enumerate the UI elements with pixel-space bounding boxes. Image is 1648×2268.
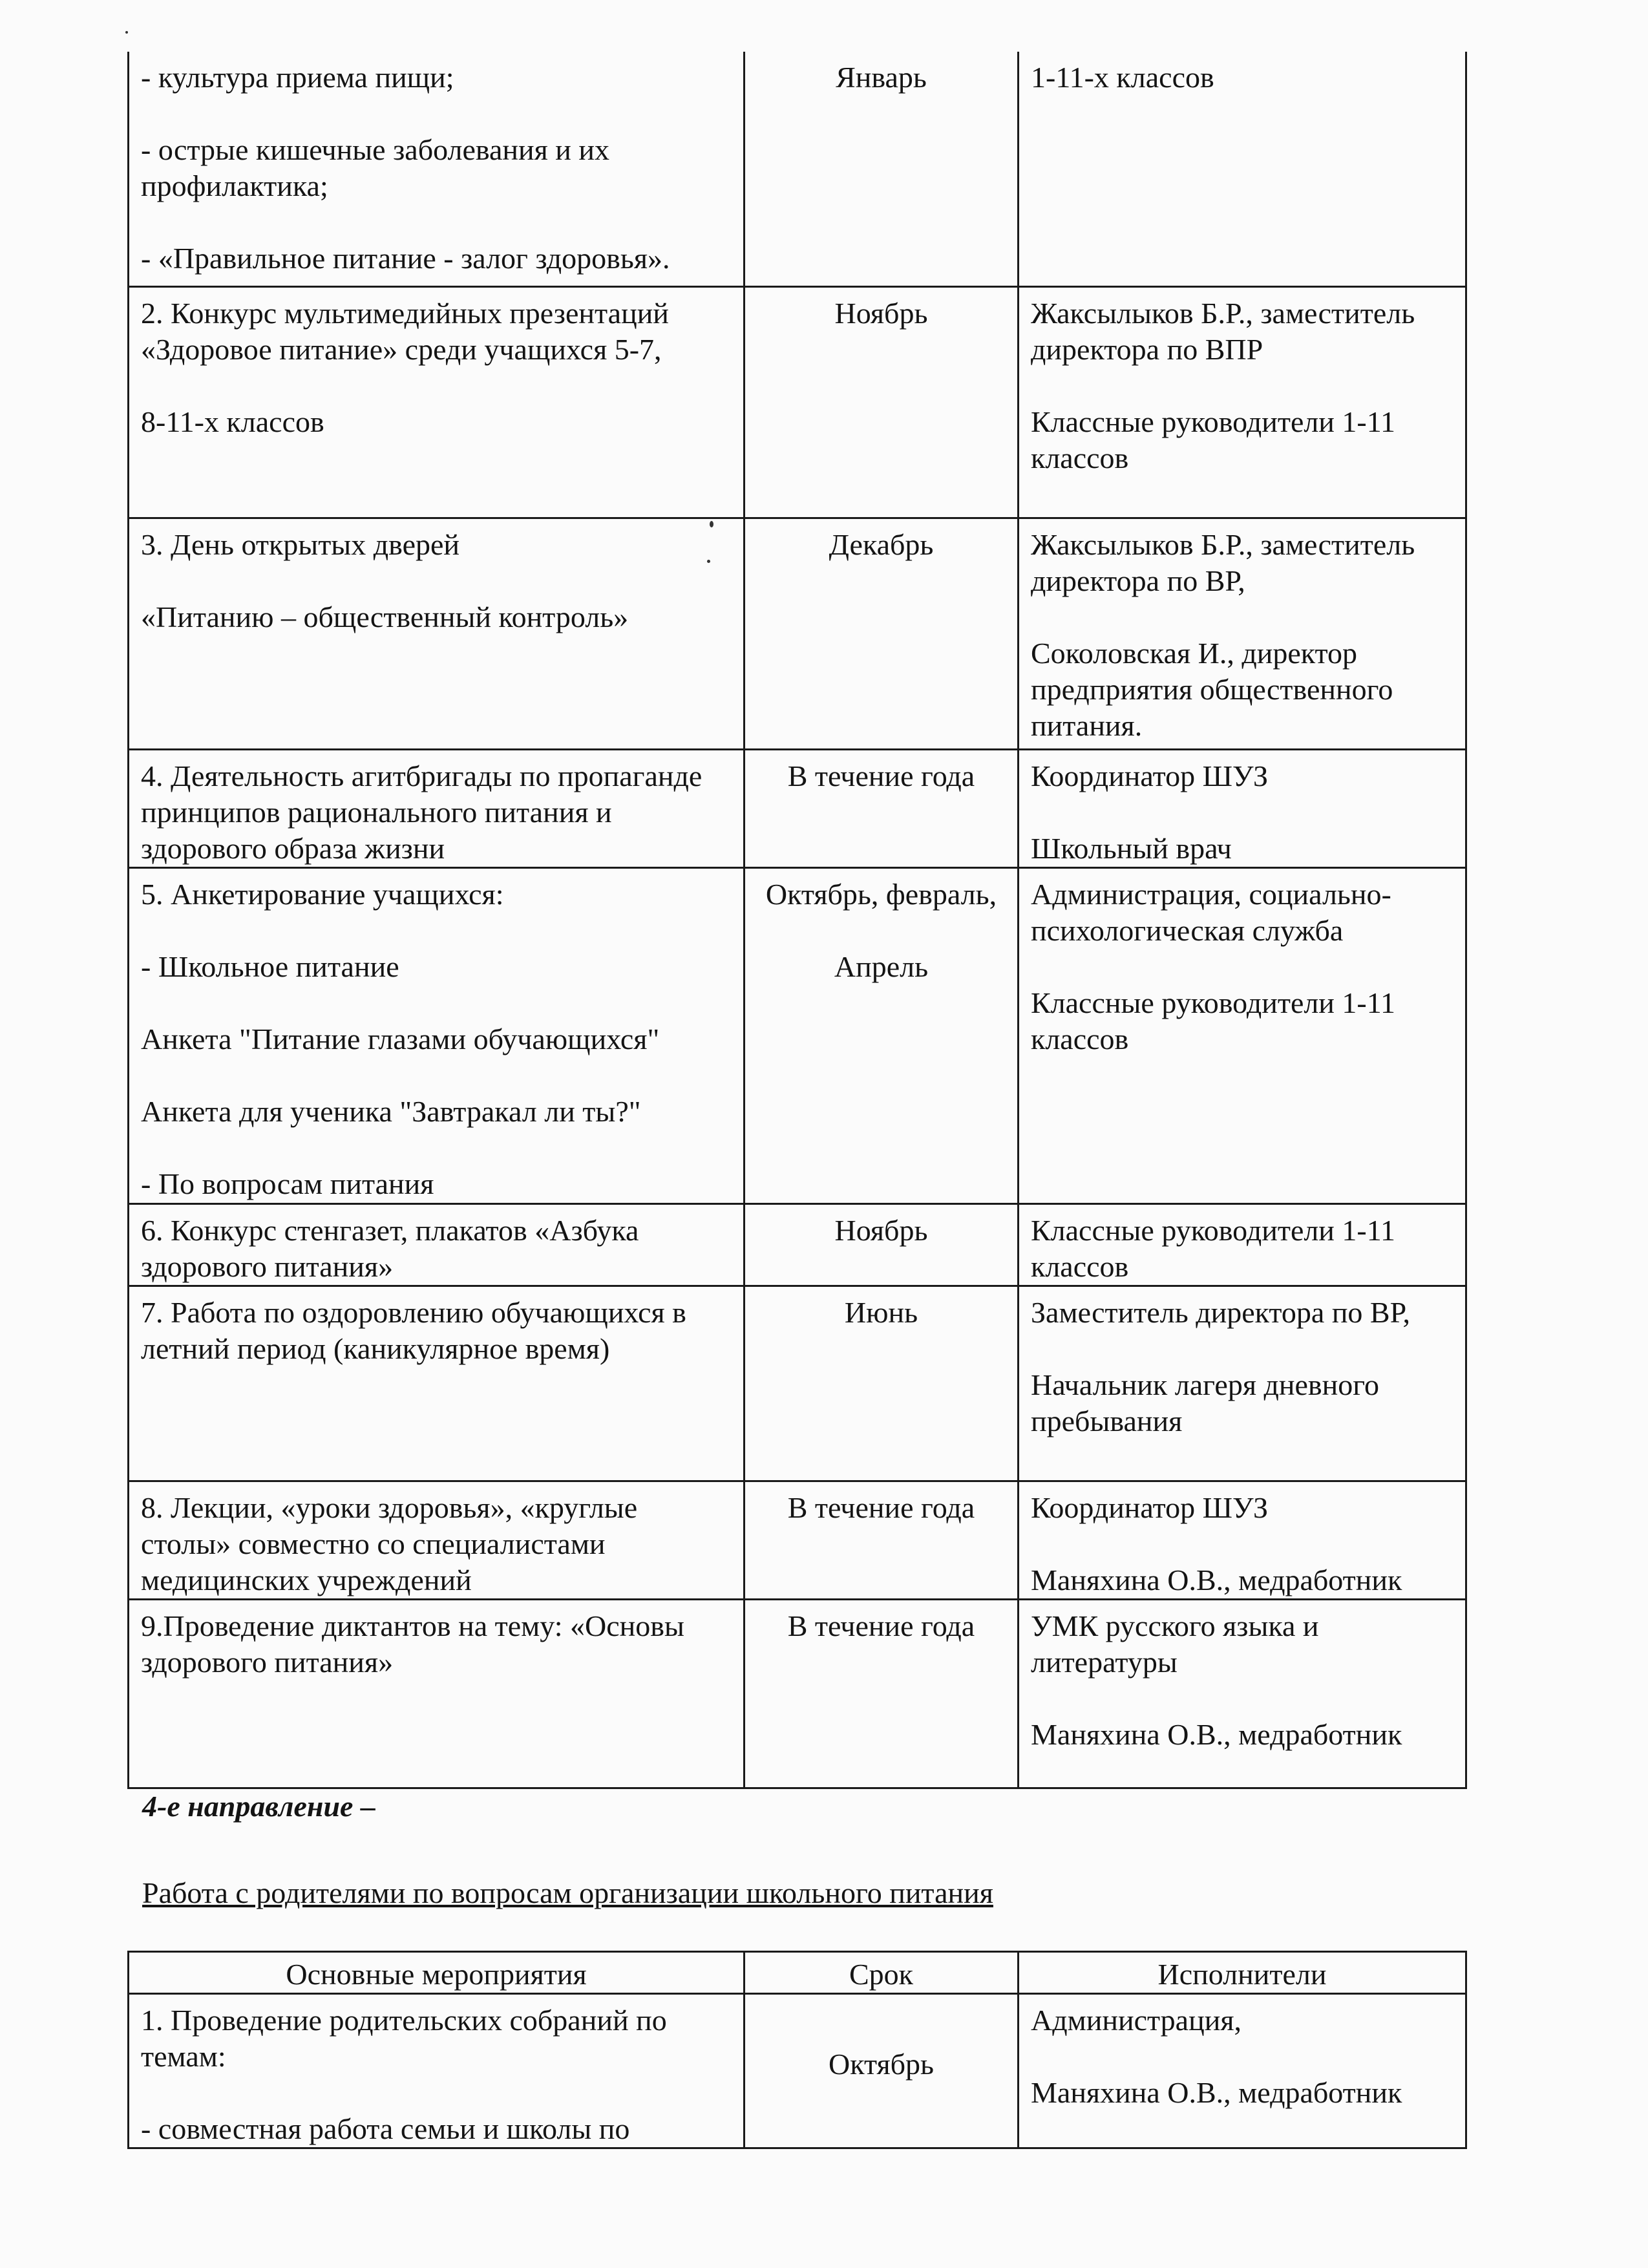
- executors-cell: [1019, 1994, 1466, 2148]
- term-cell: [745, 749, 1019, 867]
- executors-cell: [1019, 749, 1466, 867]
- executors-cell: [1019, 1286, 1466, 1481]
- header-term: Срок: [745, 1952, 1019, 1994]
- activity-line: 3. День открытых дверей: [141, 527, 460, 561]
- scan-speck: [707, 560, 710, 563]
- activity-line: 7. Работа по оздоровлению обучающихся в летний период (каникулярное время): [141, 1295, 686, 1365]
- scan-speck: [710, 521, 713, 527]
- table-row: [129, 749, 1466, 867]
- term-cell: [745, 1286, 1019, 1481]
- activity-cell: [129, 518, 745, 749]
- activity-line: - острые кишечные заболевания и их профилактика;: [141, 133, 610, 202]
- term-cell: [745, 1481, 1019, 1599]
- activity-cell: [129, 1286, 745, 1481]
- term-line: В течение года: [787, 1609, 975, 1642]
- table-row: [129, 1286, 1466, 1481]
- term-line: Октябрь: [829, 2048, 934, 2081]
- term-cell: [745, 518, 1019, 749]
- activity-line: - совместная работа семьи и школы по: [141, 2112, 630, 2145]
- term-line: Апрель: [834, 949, 929, 983]
- table-row: [129, 1599, 1466, 1788]
- header-executors: Исполнители: [1019, 1952, 1466, 1994]
- executor-line: Жаксылыков Б.Р., заместитель директора по ВР,: [1031, 527, 1415, 597]
- executor-line: Начальник лагеря дневного пребывания: [1031, 1368, 1379, 1437]
- activity-line: 2. Конкурс мультимедийных презентаций «Здоровое питание» среди учащихся 5-7,: [141, 296, 669, 366]
- table-header-row: [129, 1952, 1466, 1994]
- activity-cell: [129, 1203, 745, 1286]
- executor-line: Классные руководители 1-11 классов: [1031, 1213, 1396, 1283]
- activity-cell: [129, 286, 745, 518]
- term-cell: [745, 286, 1019, 518]
- activity-line: - культура приема пищи;: [141, 61, 454, 94]
- term-cell: [745, 1599, 1019, 1788]
- term-line: Январь: [836, 61, 927, 94]
- activity-line: 9.Проведение диктантов на тему: «Основы здорового питания»: [141, 1609, 684, 1679]
- activity-cell: [129, 52, 745, 286]
- term-cell: [745, 867, 1019, 1203]
- activity-line: «Питанию – общественный контроль»: [141, 600, 629, 633]
- executors-cell: [1019, 867, 1466, 1203]
- activity-cell: [129, 1994, 745, 2148]
- activity-cell: [129, 867, 745, 1203]
- executor-line: Маняхина О.В., медработник: [1031, 2076, 1402, 2109]
- activity-line: 8. Лекции, «уроки здоровья», «круглые столы» совместно со специалистами медицинских учреждений: [141, 1490, 638, 1596]
- activity-cell: [129, 1481, 745, 1599]
- term-line: Июнь: [844, 1295, 918, 1329]
- executor-line: Жаксылыков Б.Р., заместитель директора по ВПР: [1031, 296, 1415, 366]
- executor-line: Школьный врач: [1031, 831, 1232, 865]
- activity-line: Анкета для ученика "Завтракал ли ты?": [141, 1094, 641, 1128]
- executor-line: Маняхина О.В., медработник: [1031, 1717, 1402, 1751]
- executor-line: Классные руководители 1-11 классов: [1031, 405, 1396, 474]
- activity-line: 6. Конкурс стенгазет, плакатов «Азбука здорового питания»: [141, 1213, 639, 1283]
- activity-line: - «Правильное питание - залог здоровья».: [141, 242, 670, 275]
- activity-line: - Школьное питание: [141, 949, 399, 983]
- executors-cell: [1019, 518, 1466, 749]
- executors-cell: [1019, 1599, 1466, 1788]
- executors-cell: [1019, 1203, 1466, 1286]
- table-row: [129, 1994, 1466, 2148]
- term-cell: [745, 1203, 1019, 1286]
- term-cell: [745, 1994, 1019, 2148]
- executor-line: Администрация,: [1031, 2004, 1241, 2037]
- section-subheading: Работа с родителями по вопросам организации школьного питания: [142, 1876, 993, 1909]
- activity-line: - По вопросам питания: [141, 1167, 434, 1200]
- table-row: [129, 286, 1466, 518]
- executor-line: УМК русского языка и литературы: [1031, 1609, 1319, 1679]
- executors-cell: [1019, 286, 1466, 518]
- activity-cell: [129, 1599, 745, 1788]
- term-line: Октябрь, февраль,: [765, 877, 997, 911]
- executor-line: Администрация, социально-психологическая служба: [1031, 877, 1391, 947]
- executor-line: Координатор ШУЗ: [1031, 759, 1269, 792]
- activities-table: [127, 52, 1467, 1789]
- table-row: [129, 867, 1466, 1203]
- table-row: [129, 1481, 1466, 1599]
- activity-line: 5. Анкетирование учащихся:: [141, 877, 504, 911]
- parents-work-table: [127, 1951, 1467, 2149]
- table-row: [129, 1203, 1466, 1286]
- activity-line: 1. Проведение родительских собраний по темам:: [141, 2004, 667, 2073]
- table-row: [129, 52, 1466, 286]
- header-activity: Основные мероприятия: [129, 1952, 745, 1994]
- term-line: В течение года: [787, 759, 975, 792]
- executor-line: Координатор ШУЗ: [1031, 1490, 1269, 1524]
- executors-cell: [1019, 52, 1466, 286]
- table-row: [129, 518, 1466, 749]
- term-line: Ноябрь: [834, 1213, 928, 1247]
- scan-speck: [125, 31, 128, 34]
- term-line: Декабрь: [829, 527, 934, 561]
- executors-cell: [1019, 1481, 1466, 1599]
- executor-line: Классные руководители 1-11 классов: [1031, 986, 1396, 1055]
- section-heading: 4-е направление –: [142, 1790, 375, 1823]
- executor-line: Маняхина О.В., медработник: [1031, 1563, 1402, 1596]
- activity-line: 4. Деятельность агитбригады по пропаганде принципов рационального питания и здорового образа жизни: [141, 759, 703, 865]
- term-line: В течение года: [787, 1490, 975, 1524]
- term-cell: [745, 52, 1019, 286]
- term-line: Ноябрь: [834, 296, 928, 330]
- executor-line: Соколовская И., директор предприятия общественного питания.: [1031, 636, 1393, 742]
- activity-line: Анкета "Питание глазами обучающихся": [141, 1022, 660, 1055]
- activity-line: 8-11-х классов: [141, 405, 324, 438]
- executor-line: 1-11-х классов: [1031, 61, 1214, 94]
- executor-line: Заместитель директора по ВР,: [1031, 1295, 1410, 1329]
- activity-cell: [129, 749, 745, 867]
